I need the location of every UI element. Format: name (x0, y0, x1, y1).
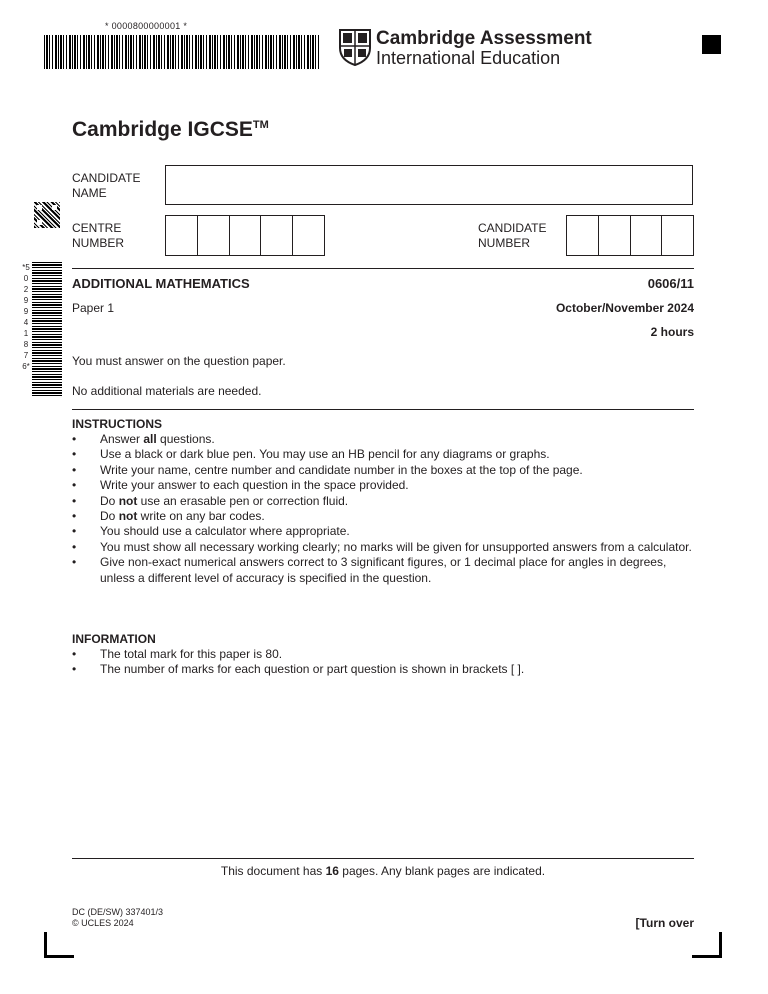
information-list (72, 647, 692, 678)
document-code: DC (DE/SW) 337401/3 © UCLES 2024 (72, 907, 164, 928)
cambridge-crest-logo (338, 28, 372, 66)
list-item: • Give non-exact numerical answers correct to 3 significant figures, or 1 decimal place for angles in degrees, unless a different level of accuracy is specified in the question. (72, 555, 692, 586)
candidate-name-label: CANDIDATE NAME (72, 171, 141, 200)
side-barcode-number: *5029941876* (22, 263, 30, 371)
list-item: • You should use a calculator where appropriate. (72, 524, 692, 539)
barcode-number: * 0000800000001 * (105, 21, 188, 31)
instructions-heading: INSTRUCTIONS (72, 417, 162, 431)
list-item: • Do not use an erasable pen or correction fluid. (72, 494, 692, 509)
list-item: • The number of marks for each question or part question is shown in brackets [ ]. (72, 662, 692, 677)
barcode (44, 35, 320, 69)
side-barcode (32, 262, 62, 398)
brand-subtitle: International Education (376, 48, 561, 68)
candidate-number-label: CANDIDATE NUMBER (478, 221, 547, 250)
candidate-name-field[interactable] (165, 165, 693, 205)
materials-note: No additional materials are needed. (72, 384, 262, 398)
exam-duration: 2 hours (650, 325, 694, 339)
centre-number-label: CENTRE NUMBER (72, 221, 125, 250)
list-item: • You must show all necessary working clearly; no marks will be given for unsupported answers from a calculator. (72, 540, 692, 555)
centre-number-field[interactable] (165, 215, 325, 256)
information-heading: INFORMATION (72, 632, 156, 646)
list-item: • Write your answer to each question in the space provided. (72, 478, 692, 493)
divider (72, 409, 694, 410)
divider (72, 858, 694, 859)
list-item: • Use a black or dark blue pen. You may use an HB pencil for any diagrams or graphs. (72, 447, 692, 462)
brand-name: Cambridge Assessment (376, 28, 592, 49)
list-item: • Write your name, centre number and candidate number in the boxes at the top of the page. (72, 463, 692, 478)
subject-title: ADDITIONAL MATHEMATICS (72, 276, 250, 291)
instructions-list (72, 432, 692, 586)
list-item: • Do not write on any bar codes. (72, 509, 692, 524)
qr-code (34, 202, 60, 228)
list-item: • The total mark for this paper is 80. (72, 647, 692, 662)
registration-mark (702, 35, 721, 54)
paper-name: Paper 1 (72, 301, 115, 315)
qualification-title: Cambridge IGCSE™ (72, 118, 269, 141)
turn-over-label: [Turn over (635, 916, 694, 930)
crop-mark-left (44, 932, 74, 958)
list-item: • Answer all questions. (72, 432, 692, 447)
divider (72, 268, 694, 269)
answer-note: You must answer on the question paper. (72, 354, 286, 368)
page-count-note: This document has 16 pages. Any blank pages are indicated. (220, 864, 546, 878)
candidate-number-field[interactable] (566, 215, 694, 256)
crop-mark-right (692, 932, 722, 958)
exam-session: October/November 2024 (555, 301, 694, 315)
paper-code: 0606/11 (647, 276, 694, 291)
